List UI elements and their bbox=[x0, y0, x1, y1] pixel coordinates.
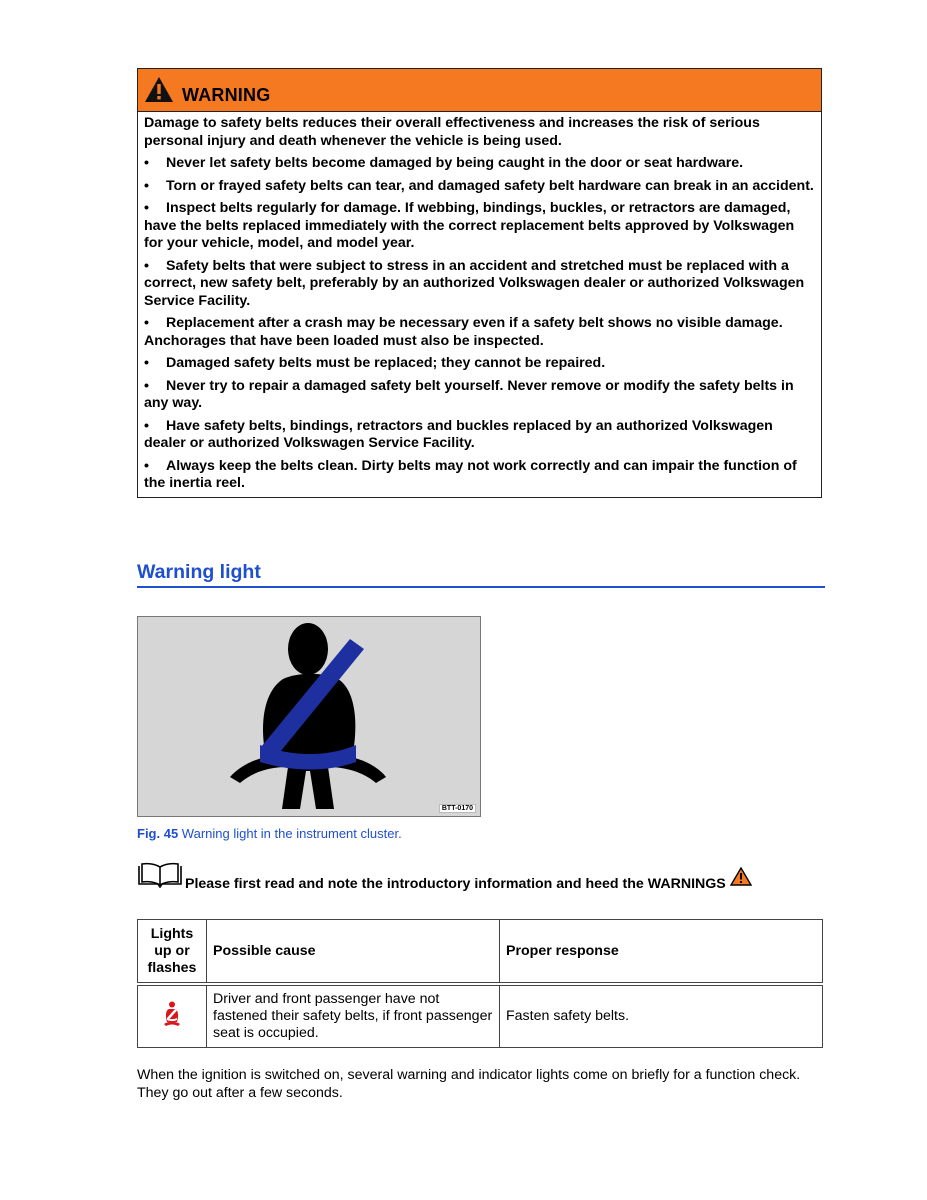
warning-box bbox=[137, 68, 822, 498]
warning-header bbox=[138, 69, 821, 112]
bullet: • bbox=[144, 417, 149, 434]
warning-item: • Have safety belts, bindings, retractors and buckles replaced by an authorized Volkswagen dealer or authorized Volkswagen Service Facility. bbox=[144, 417, 773, 451]
figure-caption-label: Fig. 45 bbox=[137, 826, 179, 841]
open-book-icon bbox=[137, 862, 183, 892]
figure-caption-text: Warning light in the instrument cluster. bbox=[178, 826, 402, 841]
warning-item: • Torn or frayed safety belts can tear, and damaged safety belt hardware can break in an accident. bbox=[144, 177, 814, 194]
seatbelt-warning-icon bbox=[162, 1015, 182, 1031]
bullet: • bbox=[144, 315, 149, 331]
warning-body bbox=[138, 112, 821, 497]
bullet: • bbox=[144, 200, 149, 216]
warning-intro: Damage to safety belts reduces their overall effectiveness and increases the risk of serious personal injury and death whenever the vehicle is being used. bbox=[144, 115, 760, 149]
figure-code: BTT-0170 bbox=[439, 804, 476, 813]
bullet: • bbox=[144, 457, 149, 474]
response-cell: Fasten safety belts. bbox=[500, 984, 823, 1048]
warning-item: • Damaged safety belts must be replaced; they cannot be repaired. bbox=[144, 355, 606, 371]
cause-cell: Driver and front passenger have not fastened their safety belts, if front passenger seat is occupied. bbox=[207, 984, 500, 1048]
bullet: • bbox=[144, 257, 149, 274]
bullet: • bbox=[144, 377, 149, 394]
bullet: • bbox=[144, 155, 149, 171]
section-heading: Warning light bbox=[137, 561, 825, 588]
bullet: • bbox=[144, 355, 149, 371]
read-note bbox=[137, 862, 752, 892]
table-header-row bbox=[138, 920, 823, 985]
header-response: Proper response bbox=[500, 920, 823, 985]
icon-cell bbox=[138, 984, 207, 1048]
warning-item: • Never try to repair a damaged safety belt yourself. Never remove or modify the safety belts in any way. bbox=[144, 377, 794, 411]
header-cause: Possible cause bbox=[207, 920, 500, 985]
warning-item: • Inspect belts regularly for damage. If webbing, bindings, buckles, or retractors are damaged, have the belts replaced immediately with the correct replacement belts approved by Volkswagen for your vehicle, model, and model year. bbox=[144, 200, 795, 251]
warning-triangle-icon bbox=[144, 76, 174, 104]
warning-title: WARNING bbox=[182, 84, 271, 105]
read-note-text: Please first read and note the introductory information and heed the WARNINGS bbox=[185, 876, 726, 892]
warning-item: • Never let safety belts become damaged by being caught in the door or seat hardware. bbox=[144, 155, 744, 171]
figure-caption bbox=[137, 826, 402, 841]
header-lights: Lights up or flashes bbox=[138, 920, 207, 985]
warning-lights-table bbox=[137, 919, 823, 1048]
warning-item: • Always keep the belts clean. Dirty belts may not work correctly and can impair the function of the inertia reel. bbox=[144, 457, 797, 491]
table-row bbox=[138, 984, 823, 1048]
seatbelt-person-icon bbox=[138, 617, 480, 816]
body-paragraph: When the ignition is switched on, several warning and indicator lights come on briefly for a function check. They go out after a few seconds. bbox=[137, 1067, 801, 1101]
figure-seatbelt-warning-light bbox=[137, 616, 481, 817]
warning-item: • Replacement after a crash may be necessary even if a safety belt shows no visible damage. Anchorages that have been loaded must also be inspected. bbox=[144, 315, 783, 349]
warning-item: • Safety belts that were subject to stress in an accident and stretched must be replaced with a correct, new safety belt, preferably by an authorized Volkswagen dealer or authorized Volkswagen Service Facility. bbox=[144, 257, 805, 309]
bullet: • bbox=[144, 177, 149, 194]
warning-triangle-small-icon bbox=[730, 867, 752, 890]
